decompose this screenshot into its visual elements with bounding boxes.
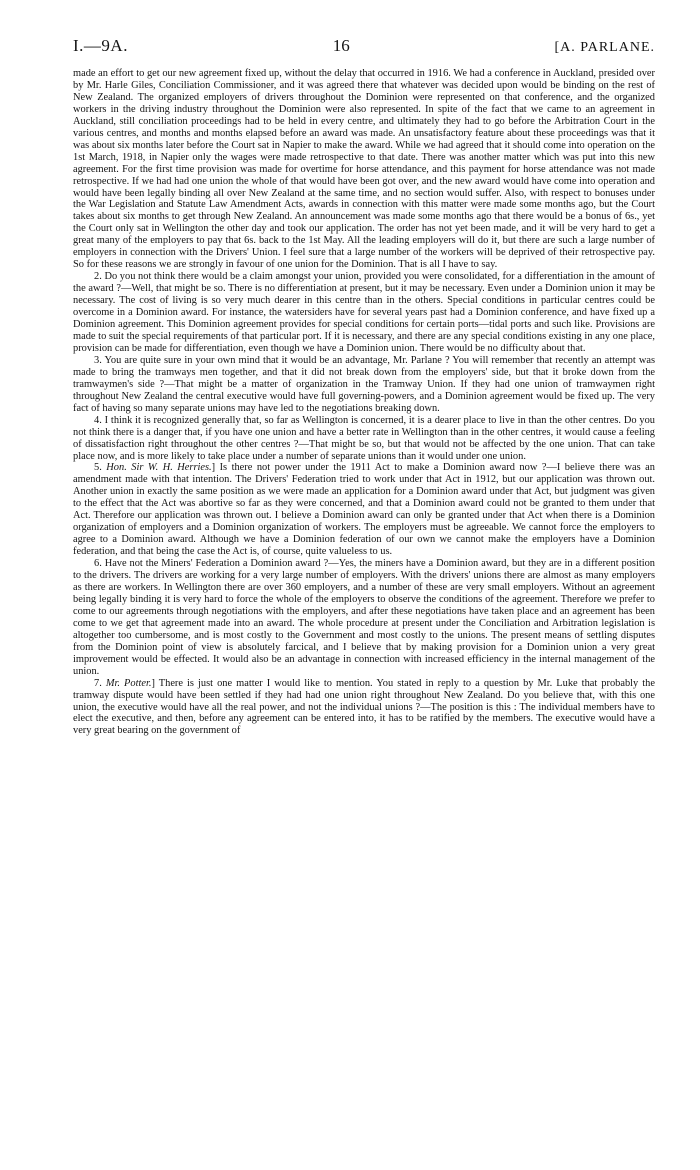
page-header [73, 36, 655, 64]
paragraph-text: ] There is just one matter I would like to mention. You stated in reply to a question by Mr. Luke that probably the tramway dispute would have been settled if they had had one union right throughout New Zealand. Do you believe that, with this one union, the executive would have all the real power, and not the individual unions ?—The position is this : The individual members have to elect the executive, and then, before any agreement can be entered into, it has to be ratified by the members. The executive would have a very great bearing on the government of [73, 677, 655, 737]
speaker-name: Hon. Sir W. H. Herries. [106, 462, 212, 474]
page-number: 16 [332, 36, 350, 55]
witness-name: [A. PARLANE. [554, 40, 655, 55]
paragraph: made an effort to get our new agreement fixed up, without the delay that occurred in 1916. We had a conference in Auckland, presided over by Mr. Harle Giles, Conciliation Commissioner, and it was agreed there that whatever was decided upon would be binding on the rest of New Zealand. The organized employers of drivers throughout the Dominion were represented on that conference, and the organized workers in the driving industry throughout the Dominion were also represented. In spite of the fact that we came to an agreement in Auckland, still conciliation proceedings had to be held in every centre, and ultimately they had to go before the Arbitration Court in the various centres, and months and months elapsed before an award was made. An unsatisfactory feature about these proceedings was that it was about six months later before the Court sat in Napier to make the award. While we had agreed that it should come into operation on the 1st March, 1918, in Napier only the wages were made retrospective to that date. There was another matter which was put into this new agreement. For the first time provision was made for overtime for horse attendance, and this payment for horse attendance was not made retrospective. If we had had one union the whole of that would have been got over, and the new award would have come into operation and would have been legally binding all over New Zealand at the same time, and no section would suffer. Also, with respect to bonuses under the War Legislation and Statute Law Amendment Acts, awards in connection with this matter were made some months ago, but the Court takes about six months to get through New Zealand. An announcement was made some months ago that there would be a bonus of 6s., yet the Court only sat in Wellington the other day and took our application. The order has not yet been made, and it will be very hard to get a great many of the employers to pay that 6s. back to the 1st May. All the leading employers will do it, but there are such a large number of employers in connection with the Drivers' Union. I feel sure that a large number of the workers will be deprived of their retrospective pay. So for these reasons we are strongly in favour of one union for the Dominion. That is all I have to say. [73, 68, 655, 271]
paragraph: 4. I think it is recognized generally that, so far as Wellington is concerned, it is a dearer place to live in than the other centres. Do you not think there is a danger that, if you have one union and have a better rate in Wellington than in the other centres, it would cause a feeling of dissatisfaction right throughout the other centres ?—That might be so, but that would not be affected by the one union. That can take place now, and is more likely to take place under a number of separate unions than it would under one union. [73, 414, 655, 462]
paragraph-with-speaker [73, 462, 655, 558]
paragraph: 6. Have not the Miners' Federation a Dominion award ?—Yes, the miners have a Dominion award, but they are in a different position to the drivers. The drivers are working for a very large number of employers. With the drivers' unions there are almost as many employers as there are workers. In Wellington there are over 360 employers, and a number of these are very small employers. Without an agreement being legally binding it is very hard to force the whole of the employers to observe the conditions of the agreement. Therefore we prefer to come to our agreements through negotiations with the employers, and after these negotiations have taken place and an agreement has been come to we get that agreement made into an award. The whole procedure at present under the Conciliation and Arbitration legislation is altogether too cumbersome, and is most costly to the Government and most costly to the unions. The present means of settling disputes from the Dominion point of view is absolutely farcical, and I believe that by making provision for a Dominion union a very great improvement would be effected. It would also be an advantage in connection with increased efficiency in the internal management of the union. [73, 558, 655, 677]
question-number: 7. [94, 677, 106, 689]
document-reference: I.—9A. [73, 36, 128, 55]
paragraph-text: ] Is there not power under the 1911 Act to make a Dominion award now ?—I believe there was an amendment made with that intention. The Drivers' Federation tried to work under that Act in 1912, but our application was thrown out. Another union in exactly the same position as we were made an application for a Dominion award under that Act, but judgment was given to the effect that the Act was abortive so far as they were concerned, and that a Dominion award could not be granted to them under that Act. Therefore our application was thrown out. I believe a Dominion award can only be granted under that Act when there is a Dominion organization of employers and a Dominion organization of workers. The employers must be agreeable. We cannot force the employers to agree to a Dominion award. Although we have a Dominion federation of our own we cannot make the employers have a Dominion federation, and that being the case the Act is, of course, quite valueless to us. [73, 462, 655, 558]
question-number: 5. [94, 462, 107, 474]
speaker-name: Mr. Potter. [105, 677, 152, 689]
page-body [73, 68, 655, 737]
paragraph-with-speaker [73, 678, 655, 738]
paragraph: 3. You are quite sure in your own mind that it would be an advantage, Mr. Parlane ? You will remember that recently an attempt was made to bring the tramways men together, and that it did not break down from the employers' side, but that it broke down from the tramwaymen's side ?—That might be a matter of organization in the Tramway Union. If they had one union of tramwaymen right throughout New Zealand the central executive would have full governing-powers, and a Dominion agreement would be fixed up. The very fact of having so many separate unions may have led to the negotiations breaking down. [73, 354, 655, 414]
paragraph: 2. Do you not think there would be a claim amongst your union, provided you were consolidated, for a differentiation in the amount of the award ?—Well, that might be so. There is no differentiation at present, but it may be necessary. Even under a Dominion union it may be necessary. The cost of living is so very much dearer in this centre than in the others. Special conditions in particular centres could be overcome in a Dominion award. For instance, the watersiders have for several years past had a Dominion conference, and have fixed up a Dominion agreement. This Dominion agreement provides for special conditions for certain ports—tidal ports and such like. Provisions are made to suit the special requirements of that particular port. If it is necessary, and there are any special conditions existing in any one place, provision can be made for differentiation, even though we have a Dominion union. There would be no difficulty about that. [73, 271, 655, 354]
